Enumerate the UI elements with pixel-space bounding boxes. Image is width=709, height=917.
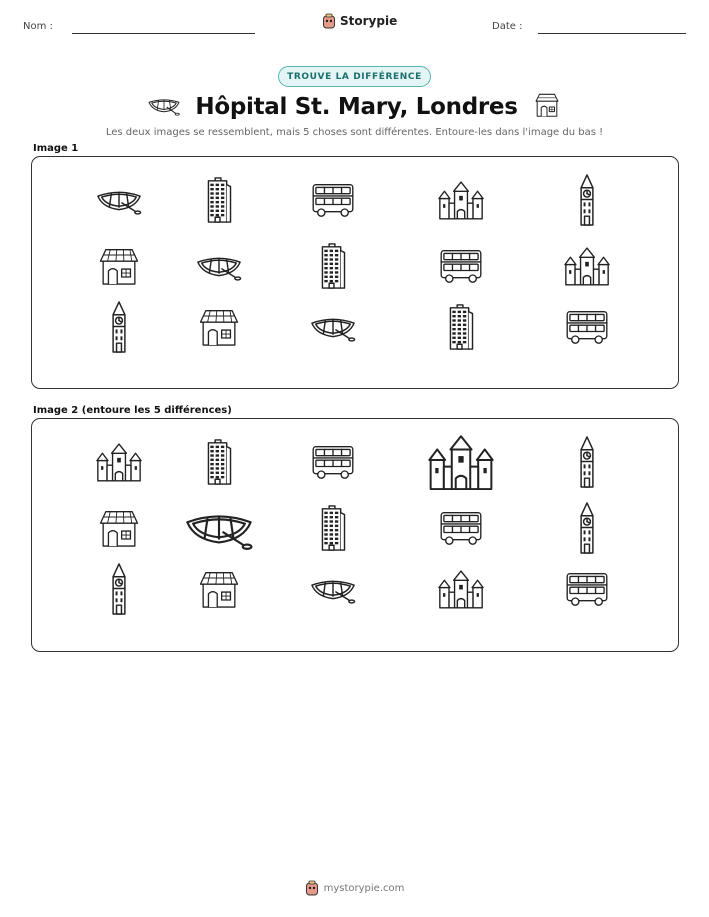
image2-grid — [32, 419, 678, 651]
office-icon — [204, 176, 234, 224]
house-icon — [197, 307, 241, 347]
image1-cell-r2c3 — [288, 233, 378, 299]
boat-icon — [309, 574, 357, 604]
image1-cell-r2c1 — [74, 233, 164, 299]
image2-cell-r1c2[interactable] — [174, 429, 264, 495]
instructions: Les deux images se ressemblent, mais 5 choses sont différentes. Entoure-les dans l'image du bas ! — [105, 127, 604, 138]
image2-cell-r1c3[interactable] — [288, 429, 378, 495]
castle-icon — [96, 441, 142, 483]
boat-icon — [147, 94, 181, 120]
image2-label: Image 2 (entoure les 5 différences) — [33, 405, 232, 416]
activity-badge: TROUVE LA DIFFÉRENCE — [278, 66, 431, 87]
image1-cell-r3c3 — [288, 294, 378, 360]
image1-cell-r3c5 — [542, 294, 632, 360]
image2-cell-r2c4[interactable] — [416, 495, 506, 561]
image2-cell-r3c3[interactable] — [288, 556, 378, 622]
image1-cell-r1c4 — [416, 167, 506, 233]
image1-cell-r3c4 — [416, 294, 506, 360]
image1-cell-r3c2 — [174, 294, 264, 360]
image1-cell-r1c1 — [74, 167, 164, 233]
bus-icon — [438, 248, 484, 284]
image1-cell-r3c1 — [74, 294, 164, 360]
image2-cell-r1c1[interactable] — [74, 429, 164, 495]
house-icon — [97, 508, 141, 548]
office-icon — [446, 303, 476, 351]
bus-icon — [310, 444, 356, 480]
image1-panel — [31, 156, 679, 389]
image1-cell-r2c5 — [542, 233, 632, 299]
image1-cell-r2c2 — [174, 233, 264, 299]
image1-cell-r1c2 — [174, 167, 264, 233]
image2-panel[interactable] — [31, 418, 679, 652]
image2-cell-r2c1[interactable] — [74, 495, 164, 561]
date-label: Date : — [492, 21, 523, 32]
image2-cell-r2c5[interactable] — [542, 495, 632, 561]
clocktower-icon — [109, 562, 129, 616]
image2-cell-r3c5[interactable] — [542, 556, 632, 622]
clocktower-icon — [109, 300, 129, 354]
bus-icon — [564, 571, 610, 607]
image1-cell-r1c5 — [542, 167, 632, 233]
image1-cell-r1c3 — [288, 167, 378, 233]
storypie-logo — [322, 13, 397, 29]
boat-icon — [309, 312, 357, 342]
boat-icon — [183, 506, 255, 550]
house-icon — [97, 246, 141, 286]
title-row — [0, 90, 709, 124]
footer — [0, 880, 709, 896]
castle-icon — [428, 431, 494, 493]
image2-cell-r3c1[interactable] — [74, 556, 164, 622]
name-label: Nom : — [23, 21, 53, 32]
storypie-mascot-icon — [305, 880, 319, 896]
footer-url: mystorypie.com — [323, 882, 405, 894]
page-title: Hôpital St. Mary, Londres — [195, 94, 518, 120]
image2-cell-r2c2[interactable] — [174, 495, 264, 561]
worksheet-header — [0, 0, 709, 60]
boat-icon — [95, 185, 143, 215]
boat-icon — [195, 251, 243, 281]
office-icon — [318, 242, 348, 290]
house-icon — [197, 569, 241, 609]
image2-cell-r1c5[interactable] — [542, 429, 632, 495]
castle-icon — [564, 245, 610, 287]
image2-cell-r3c2[interactable] — [174, 556, 264, 622]
date-line[interactable] — [538, 33, 686, 34]
logo-text: Storypie — [340, 14, 398, 28]
image2-cell-r3c4[interactable] — [416, 556, 506, 622]
house-icon — [532, 92, 562, 122]
castle-icon — [438, 568, 484, 610]
image1-grid — [32, 157, 678, 388]
image1-label: Image 1 — [33, 143, 79, 154]
clocktower-icon — [577, 435, 597, 489]
office-icon — [204, 438, 234, 486]
bus-icon — [310, 182, 356, 218]
bus-icon — [438, 510, 484, 546]
clocktower-icon — [577, 501, 597, 555]
image1-cell-r2c4 — [416, 233, 506, 299]
castle-icon — [438, 179, 484, 221]
office-icon — [318, 504, 348, 552]
name-line[interactable] — [72, 33, 255, 34]
bus-icon — [564, 309, 610, 345]
storypie-mascot-icon — [322, 13, 336, 29]
clocktower-icon — [577, 173, 597, 227]
image2-cell-r1c4[interactable] — [416, 429, 506, 495]
image2-cell-r2c3[interactable] — [288, 495, 378, 561]
